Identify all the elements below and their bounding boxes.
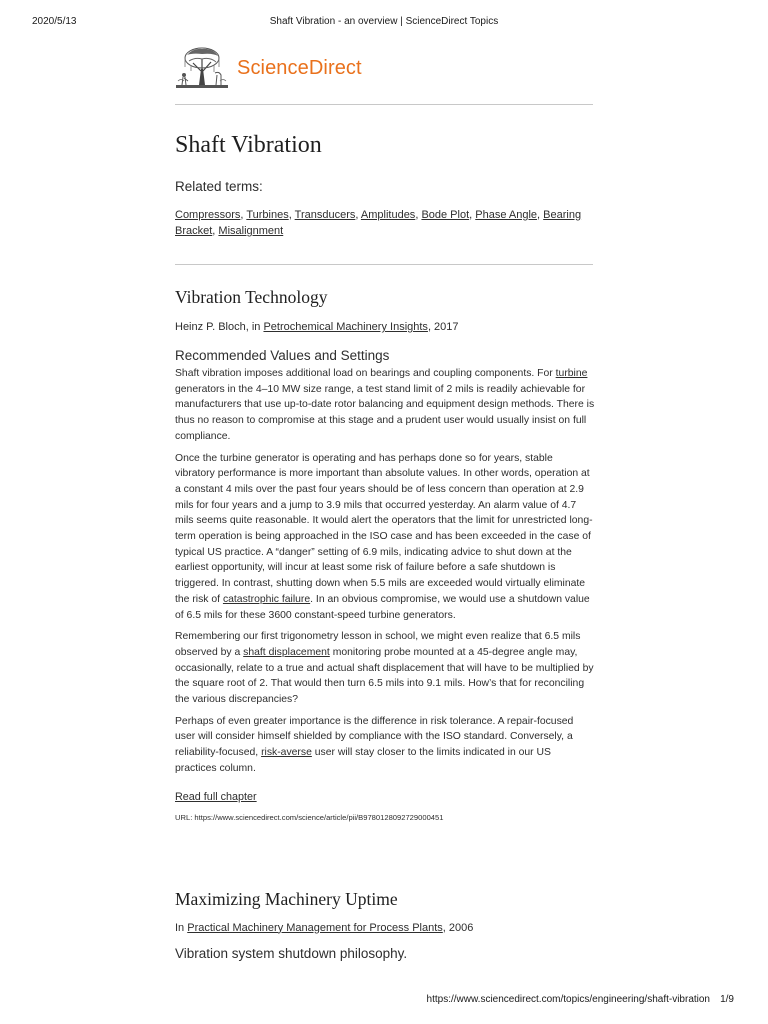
related-term-link[interactable]: Turbines [246,209,289,221]
article-content [175,44,595,962]
paragraph [175,629,595,708]
related-term-link[interactable]: Transducers [294,209,356,221]
byline-year: , 2017 [427,321,459,333]
print-header [0,16,768,30]
paragraph-text: Shaft vibration imposes additional load on bearings and coupling components. For [175,368,556,379]
related-term-link[interactable]: Amplitudes [360,209,416,221]
paragraph-text: . In an obvious compromise, we would use a shutdown value of 6.5 mils for these 3600 constant-speed turbine generators. [175,593,590,621]
source-link[interactable]: Petrochemical Machinery Insights [263,321,428,333]
inline-term-link[interactable]: catastrophic failure [222,593,311,605]
print-date: 2020/5/13 [32,16,77,27]
paragraph [175,451,595,624]
paragraph-text: Once the turbine generator is operating and has perhaps done so for years, stable vibratory performance is more important than absolute values. In other words, operation at a constant 4 mils over the past four years should be of less concern than operation at 2.9 mils for four years and a jump to 3.9 mils that occurred yesterday. An alarm value of 4.7 mils seems quite reasonable. It would alert the operators that the limit for unrestricted long-term operation is being approached in the ISO case and has been exceeded in the case of typical US practice. A “danger” setting of 6.9 mils, indicating advice to shut down at the earliest opportunity, will incur at least some risk of failure before a safe shutdown is triggered. In contrast, shutting down when 5.5 mils are exceeded would virtually eliminate the risk of [175,452,593,605]
source-link[interactable]: Practical Machinery Management for Process Plants [187,921,443,934]
brand-name[interactable]: ScienceDirect [237,56,362,79]
read-full-chapter-link[interactable]: Read full chapter [175,790,257,803]
related-term-link[interactable]: Phase Angle [475,209,538,221]
related-term-link[interactable]: Bearing Bracket [175,209,582,237]
section-subheading: Vibration system shutdown philosophy. [175,945,408,961]
paragraph [175,714,595,777]
chapter-url: URL: https://www.sciencedirect.com/science/article/pii/B9780128092729000451 [175,812,444,822]
related-term-link[interactable]: Compressors [175,209,241,221]
paragraph-text: generators in the 4–10 MW size range, a test stand limit of 2 mils is readily achievable for manufacturers that use up-to-date rotor balancing and equipment design methods. There is thus no reason to compromise at this stage and a prudent user would usually insist on full compliance. [175,383,595,442]
related-terms-heading: Related terms: [175,179,263,194]
print-url: https://www.sciencedirect.com/topics/engineering/shaft-vibration [426,994,710,1005]
byline-year: , 2006 [442,921,474,934]
related-term-link[interactable]: Misalignment [218,225,284,237]
paragraph-text: monitoring probe mounted at a 45-degree angle may, occasionally, relate to a true and actual shaft displacement that will have to be multiplied by the square root of 2. That would then turn 6.5 mils into 9.1 mils. How’s that for reconciling the various discrepancies? [175,646,594,706]
section-subheading: Recommended Values and Settings [175,348,390,363]
paragraph-text: Remembering our first trigonometry lesson in school, we might even realize that 6.5 mils observed by a [175,631,581,658]
print-page-number: 1/9 [720,994,734,1005]
paragraph-text: Perhaps of even greater importance is the difference in risk tolerance. A repair-focused user will consider himself shielded by compliance with the ISO standard. Conversely, a reliability-focused, [175,715,574,759]
byline-author: Heinz P. Bloch, in [175,321,264,333]
print-page-title: Shaft Vibration - an overview | ScienceDirect Topics [269,16,499,27]
elsevier-tree-icon [175,45,229,91]
related-terms-list: Compressors, Turbines, Transducers, Amplitudes, Bode Plot, Phase Angle, Bearing Bracket, Misalignment [175,209,582,237]
print-footer [0,994,768,1008]
divider [175,104,593,105]
section-title: Vibration Technology [175,287,328,307]
page-title: Shaft Vibration [175,132,322,158]
byline-prefix: In [175,921,188,934]
paragraph-text: user will stay closer to the limits indicated in our US practices column. [175,747,551,774]
divider [175,264,593,265]
paragraph [175,366,595,445]
section-byline [175,921,595,935]
inline-term-link[interactable]: shaft displacement [243,646,330,658]
site-header[interactable] [175,44,595,92]
inline-term-link[interactable]: risk-averse [261,747,312,759]
inline-term-link[interactable]: turbine [555,368,588,379]
section-byline [175,320,595,334]
related-term-link[interactable]: Bode Plot [421,209,470,221]
section-title: Maximizing Machinery Uptime [175,888,398,909]
